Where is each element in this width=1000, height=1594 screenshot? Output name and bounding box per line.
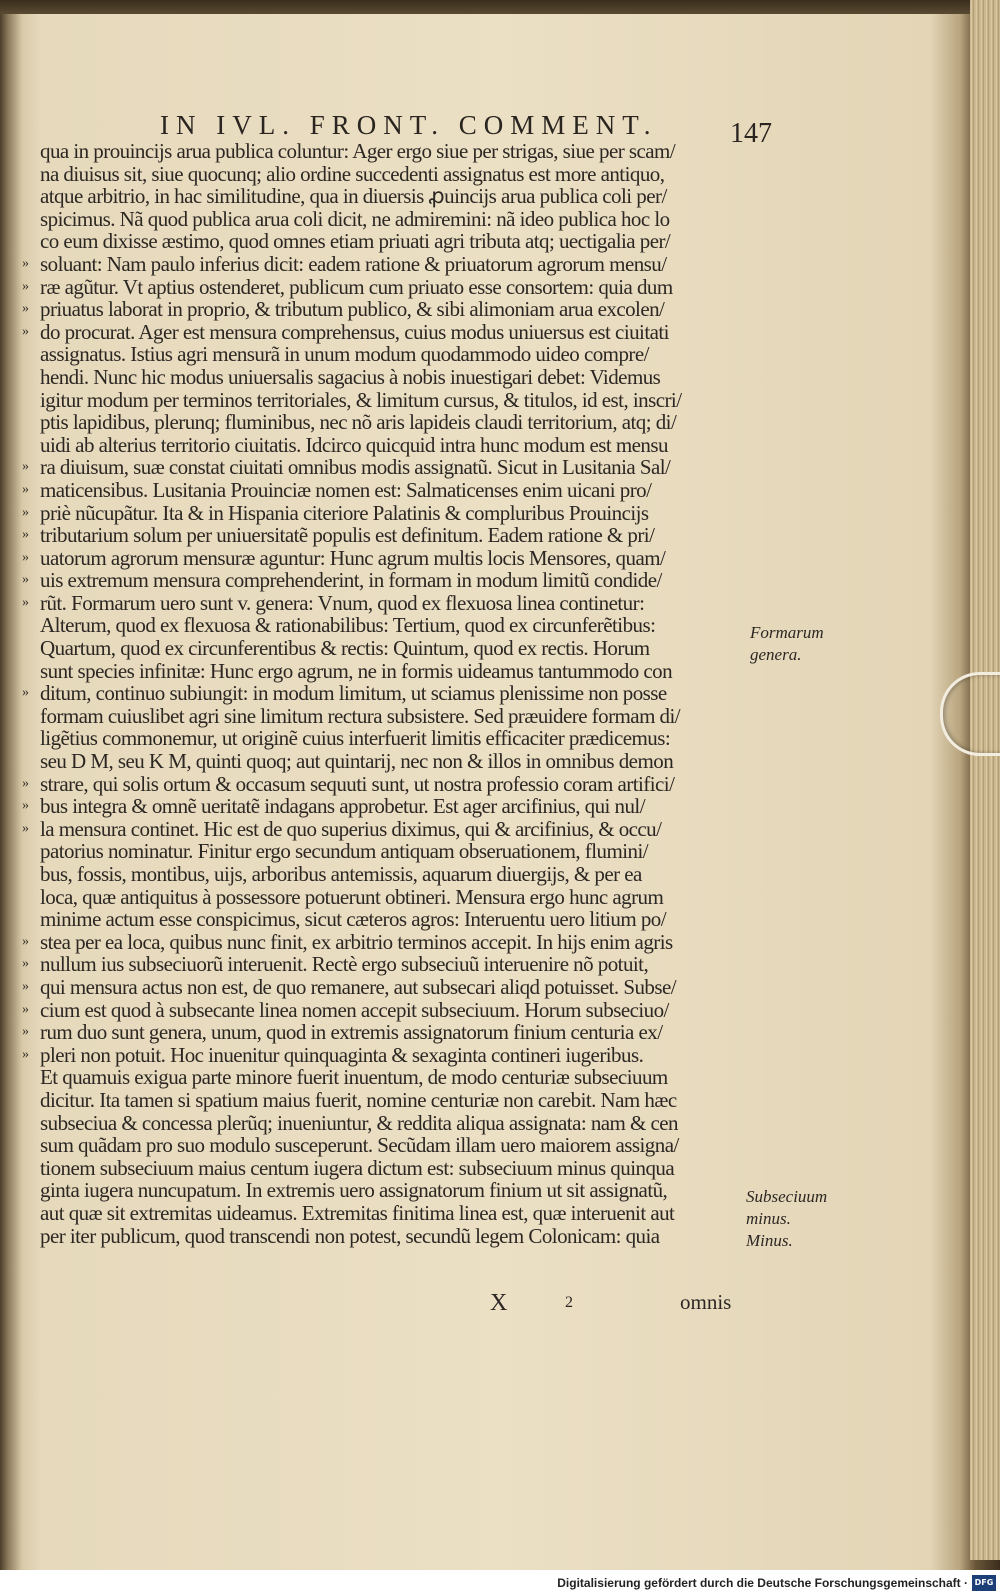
text-line	[40, 366, 750, 389]
text-line	[22, 455, 750, 480]
text-line-content: maticensibus. Lusitania Prouinciæ nomen est: Salmaticenses enim uicani pro/	[40, 477, 652, 502]
text-line-content: priuatus laborat in proprio, & tributum publico, & sibi alimoniam arua excolen/	[40, 297, 665, 322]
text-line-content: loca, quæ antiquitus à possessore potuerunt obtineri. Mensura ergo hunc agrum	[40, 884, 664, 909]
text-line	[40, 750, 750, 773]
catchword: omnis	[680, 1290, 732, 1314]
text-line	[40, 614, 750, 637]
text-line	[22, 771, 750, 796]
quotation-marker: »	[22, 301, 29, 317]
quotation-marker: »	[22, 1046, 29, 1062]
text-line	[22, 974, 750, 999]
text-line	[22, 590, 750, 615]
text-line-content: strare, qui solis ortum & occasum sequuti sunt, ut nostra professio coram artifici/	[40, 771, 675, 796]
text-line-content: tributarium solum per uniuersitatẽ populis est definitum. Eadem ratione & pri/	[40, 523, 655, 548]
text-line-content: minime actum esse conspicimus, sicut cæteros agros: Interuentu uero litium po/	[40, 907, 667, 932]
text-line	[40, 1134, 750, 1157]
margin-note-line: genera.	[750, 645, 802, 664]
quotation-marker: »	[22, 685, 29, 701]
text-line-content: Et quamuis exigua parte minore fuerit inuentum, de modo centuriæ subseciuum	[40, 1065, 668, 1090]
text-line	[22, 794, 750, 819]
text-line	[40, 705, 750, 728]
text-line	[40, 140, 750, 163]
text-line	[40, 1179, 750, 1202]
text-line-content: subseciua & concessa plerũq; inueniuntur, & reddita aliqua assignata: nam & cen	[40, 1110, 679, 1135]
text-line-content: per iter publicum, quod transcendi non potest, secundũ legem Colonicam: quia	[40, 1223, 660, 1248]
text-line-content: igitur modum per terminos territoriales, & limitum cursus, & titulos, id est, inscri/	[40, 387, 682, 412]
quotation-marker: »	[22, 459, 29, 475]
text-line	[22, 477, 750, 502]
quotation-marker: »	[22, 278, 29, 294]
text-line	[40, 863, 750, 886]
quotation-marker: »	[22, 594, 29, 610]
text-line	[22, 929, 750, 954]
text-line-content: sum quãdam pro suo modulo susceperunt. Secũdam illam uero maiorem assigna/	[40, 1133, 679, 1158]
quotation-marker: »	[22, 820, 29, 836]
quotation-marker: »	[22, 1024, 29, 1040]
text-line	[22, 1020, 750, 1045]
text-line	[22, 997, 750, 1022]
text-line	[22, 568, 750, 593]
text-line-content: ra diuisum, suæ constat ciuitati omnibus modis assignatũ. Sicut in Lusitania Sal/	[40, 455, 671, 480]
text-line	[40, 637, 750, 660]
text-line	[22, 816, 750, 841]
text-line	[22, 523, 750, 548]
text-line	[40, 208, 750, 231]
margin-note-subseciuum	[746, 1186, 827, 1252]
text-line-content: uatorum agrorum mensuræ aguntur: Hunc agrum multis locis Mensores, quam/	[40, 545, 666, 570]
signature-number: 2	[565, 1294, 573, 1311]
text-line	[40, 727, 750, 750]
main-text	[22, 139, 750, 1248]
text-line	[40, 1089, 750, 1112]
text-line	[40, 1157, 750, 1180]
quotation-marker: »	[22, 933, 29, 949]
text-line-content: pleri non potuit. Hoc inuenitur quinquaginta & sexaginta contineri iugeribus.	[40, 1042, 644, 1067]
text-line-content: stea per ea loca, quibus nunc finit, ex arbitrio terminos accepit. In hijs enim agris	[40, 929, 673, 954]
dfg-logo-icon: DFG	[972, 1575, 996, 1591]
text-line-content: uidi ab alterius territorio ciuitatis. Idcirco quicquid intra hunc modum est mensu	[40, 432, 668, 457]
text-line-content: qui mensura actus non est, de quo remanere, aut subsecari aliqd potuisset. Subse/	[40, 974, 677, 999]
text-line-content: priè nũcupãtur. Ita & in Hispania citeriore Palatinis & compluribus Prouincijs	[40, 500, 649, 525]
text-line-content: ptis lapidibus, plerunq; fluminibus, nec nõ aris lapideis claudi territorium, atq; di/	[40, 410, 677, 435]
text-line-content: sunt species infinitæ: Hunc ergo agrum, ne in formis uideamus tantummodo con	[40, 658, 673, 683]
text-line-content: patorius nominatur. Finitur ergo secundum antiquam obseruationem, flumini/	[40, 839, 649, 864]
text-line-content: rũt. Formarum uero sunt v. genera: Vnum, quod ex flexuosa linea continetur:	[40, 590, 645, 615]
footer-credit: Digitalisierung gefördert durch die Deutsche Forschungsgemeinschaft ·	[557, 1576, 968, 1590]
text-line-content: la mensura continet. Hic est de quo superius diximus, qui & arcifinius, & occu/	[40, 816, 662, 841]
text-line-content: hendi. Nunc hic modus uniuersalis sagacius à nobis inuestigari debet: Videmus	[40, 364, 661, 389]
running-head: IN IVL. FRONT. COMMENT.	[160, 110, 658, 140]
text-line-content: assignatus. Istius agri mensurã in unum modum quodammodo uideo compre/	[40, 342, 649, 367]
text-line-content: uis extremum mensura comprehenderint, in formam in modum limitũ condide/	[40, 568, 662, 593]
text-line	[40, 660, 750, 683]
text-line-content: bus, fossis, montibus, uijs, arboribus antemissis, aquarum diuergijs, & per ea	[40, 862, 642, 886]
text-line-content: ginta iugera nuncupatum. In extremis uero assignatorum finium ut sit assignatũ,	[40, 1178, 668, 1203]
margin-note-line: Formarum	[750, 623, 824, 642]
text-line-content: co eum dixisse æstimo, quod omnes etiam priuati agri tributa atq; uectigalia per/	[40, 229, 671, 254]
text-line-content: atque arbitrio, in hac similitudine, qua in diuersis ꝓuincijs arua publica coli per/	[40, 184, 667, 209]
page-edges	[970, 0, 1000, 1560]
text-line	[40, 908, 750, 931]
text-line	[40, 230, 750, 253]
page-number: 147	[730, 118, 772, 149]
text-line	[22, 681, 750, 706]
text-line	[40, 389, 750, 412]
text-line	[22, 251, 750, 276]
text-line	[22, 952, 750, 977]
text-line-content: nullum ius subseciuorũ interuenit. Rectè ergo subseciuũ interuenire nõ potuit,	[40, 952, 649, 977]
text-line-content: ligẽtius commonemur, ut originẽ cuius interfuerit limitis efficaciter prædicemus:	[40, 726, 671, 751]
text-line-content: do procurat. Ager est mensura comprehensus, cuius modus uniuersus est ciuitati	[40, 319, 669, 344]
text-line-content: rum duo sunt genera, unum, quod in extremis assignatorum finium centuria ex/	[40, 1020, 663, 1045]
text-line	[22, 500, 750, 525]
text-line-content: ditum, continuo subiungit: in modum limitum, ut sciamus plenissime non posse	[40, 681, 667, 706]
text-line-content: formam cuiuslibet agri sine limitum rectura subsistere. Sed præuidere formam di/	[40, 703, 681, 728]
margin-note-line: minus.	[746, 1209, 791, 1228]
text-line-content: spicimus. Nã quod publica arua coli dicit, ne admiremini: nã ideo publica hoc lo	[40, 206, 670, 231]
quotation-marker: »	[22, 549, 29, 565]
text-line	[22, 545, 750, 570]
text-line	[22, 297, 750, 322]
text-line	[40, 1225, 750, 1248]
quotation-marker: »	[22, 956, 29, 972]
text-line	[40, 434, 750, 457]
text-line-content: qua in prouincijs arua publica coluntur: Ager ergo siue per strigas, siue per scam/	[40, 139, 676, 163]
quotation-marker: »	[22, 798, 29, 814]
text-line-content: na diuisus sit, siue quocunq; alio ordine succedenti assignatus est more antiquo,	[40, 161, 665, 186]
footer-bar	[0, 1570, 1000, 1594]
text-line-content: Quartum, quod ex circunferentibus & rectis: Quintum, quod ex rectis. Horum	[40, 636, 650, 661]
margin-note-line: Subseciuum	[746, 1187, 828, 1206]
text-line	[40, 840, 750, 863]
quotation-marker: »	[22, 978, 29, 994]
text-line	[40, 163, 750, 186]
quotation-marker: »	[22, 255, 29, 271]
text-line	[40, 343, 750, 366]
text-line-content: seu D M, seu K M, quinti quoq; aut quintarij, nec non & illos in omnibus demon	[40, 749, 674, 774]
text-line-content: tionem subseciuum maius centum iugera dictum est: subseciuum minus quinqua	[40, 1155, 675, 1180]
quotation-marker: »	[22, 775, 29, 791]
quotation-marker: »	[22, 1001, 29, 1017]
text-line-content: ræ agũtur. Vt aptius ostenderet, publicum cum priuato esse consortem: quia dum	[40, 274, 673, 299]
text-line	[40, 886, 750, 909]
text-line	[40, 411, 750, 434]
text-line-content: dicitur. Ita tamen si spatium maius fuerit, nomine centuriæ non carebit. Nam hæc	[40, 1087, 677, 1112]
text-line	[40, 1066, 750, 1089]
quotation-marker: »	[22, 572, 29, 588]
text-line	[22, 1042, 750, 1067]
margin-note-line: Minus.	[746, 1231, 793, 1250]
text-line-content: Alterum, quod ex flexuosa & rationabilibus: Tertium, quod ex circunferẽtibus:	[40, 613, 656, 638]
text-line	[22, 274, 750, 299]
text-line-content: bus integra & omnẽ ueritatẽ indagans approbetur. Est ager arcifinius, qui nul/	[40, 794, 646, 819]
text-line	[22, 319, 750, 344]
quotation-marker: »	[22, 504, 29, 520]
margin-note-formarum	[750, 622, 824, 666]
top-shadow	[0, 0, 1000, 14]
text-line-content: soluant: Nam paulo inferius dicit: eadem ratione & priuatorum agrorum mensu/	[40, 251, 667, 276]
text-line	[40, 1202, 750, 1225]
text-line-content: cium est quod à subsecante linea nomen accepit subseciuum. Horum subseciuo/	[40, 997, 669, 1022]
text-line-content: aut quæ sit extremitas uideamus. Extremitas finitima linea est, quæ interuenit aut	[40, 1200, 675, 1225]
text-line	[40, 185, 750, 208]
signature-mark: X	[490, 1290, 508, 1316]
text-line	[40, 1112, 750, 1135]
quotation-marker: »	[22, 527, 29, 543]
quotation-marker: »	[22, 323, 29, 339]
quotation-marker: »	[22, 481, 29, 497]
